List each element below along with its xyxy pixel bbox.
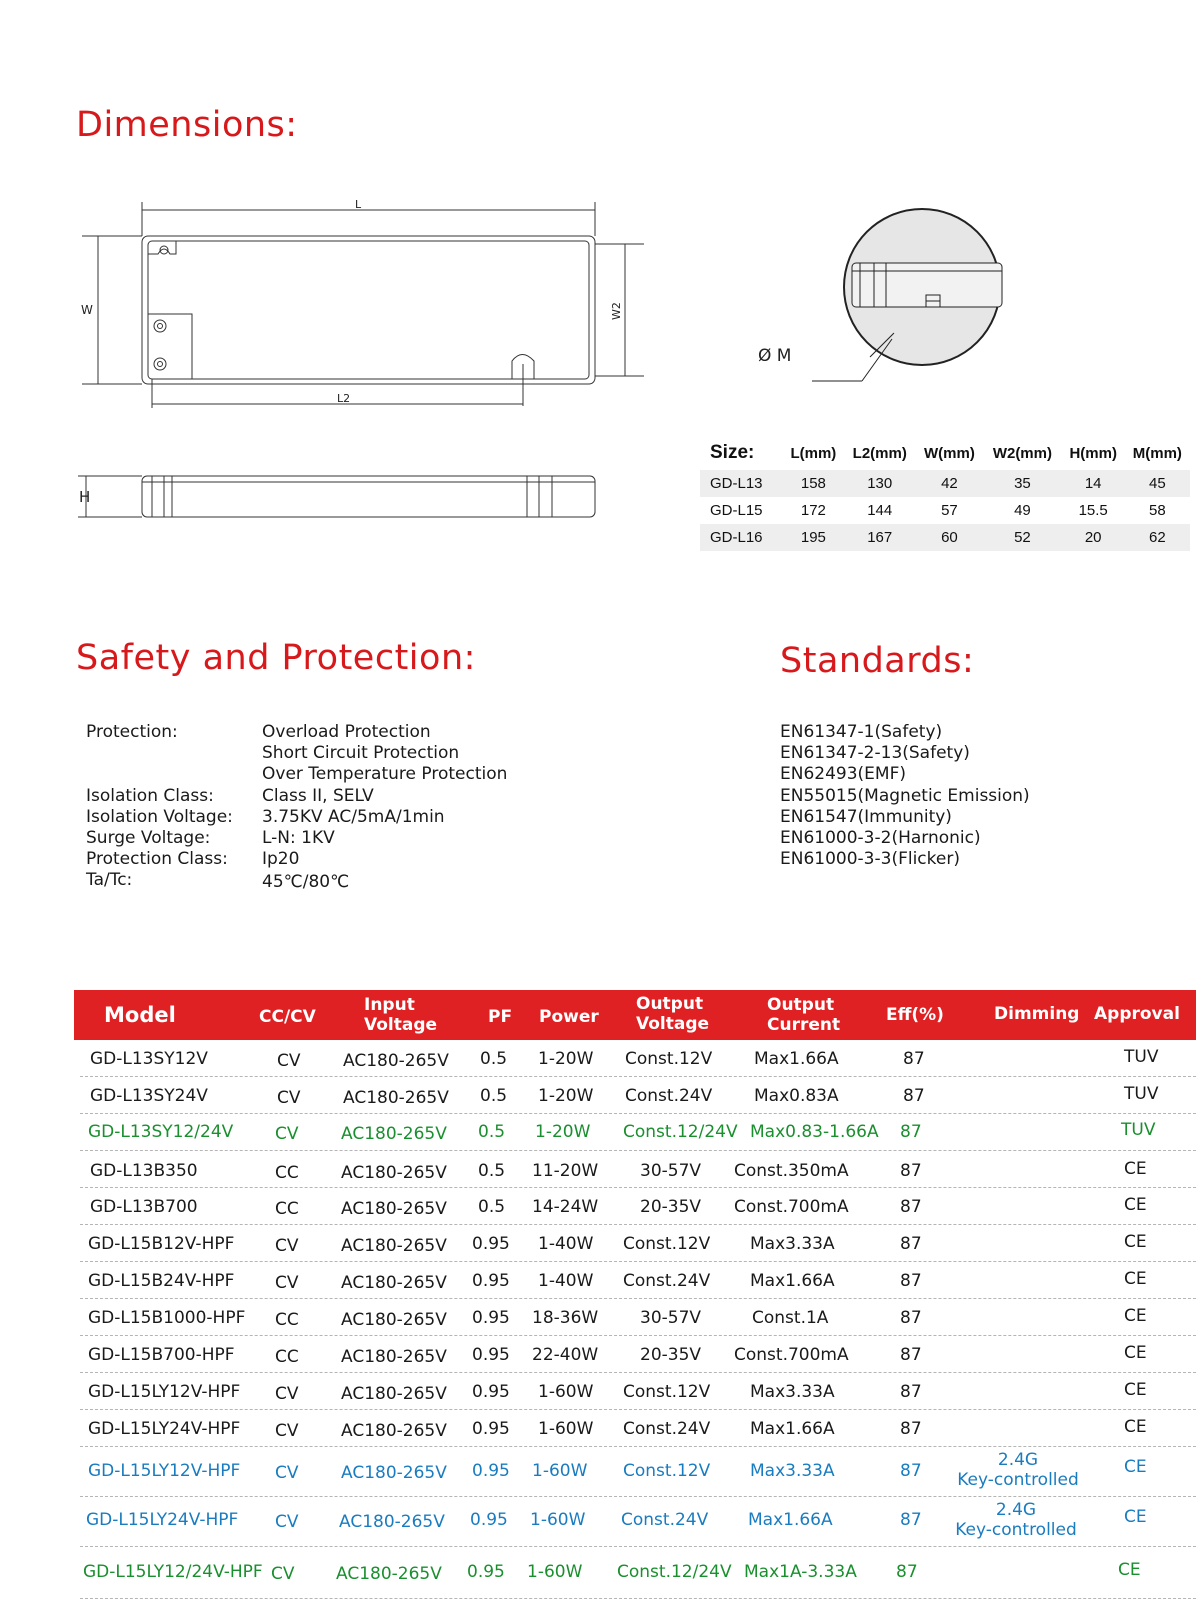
- cell-pf: 0.5: [480, 1086, 508, 1106]
- model-row: [80, 1410, 1196, 1447]
- top-view-drawing: [72, 196, 652, 426]
- cell-iout: Max3.33A: [750, 1461, 835, 1481]
- cell-pf: 0.95: [472, 1308, 510, 1328]
- cell-pf: 0.95: [472, 1234, 510, 1254]
- cell-model: GD-L13SY12V: [90, 1049, 208, 1069]
- protection-label: Protection:: [86, 722, 178, 742]
- cell-power: 1-60W: [538, 1419, 594, 1439]
- model-row: [80, 1040, 1196, 1077]
- cell-power: 1-40W: [538, 1234, 594, 1254]
- dim-label-w: W: [81, 303, 93, 317]
- cell-pf: 0.95: [472, 1419, 510, 1439]
- cell-vout: Const.24V: [623, 1419, 711, 1439]
- dimming-line: 2.4G: [997, 1450, 1039, 1470]
- header-text: Voltage: [636, 1014, 710, 1034]
- header-output-current: [767, 995, 840, 1035]
- cell-model: GD-L13B350: [90, 1161, 198, 1181]
- cell-approval: CE: [1124, 1306, 1147, 1326]
- size-cell: 158: [783, 470, 844, 497]
- cell-eff: 87: [900, 1419, 922, 1439]
- size-table-row: [700, 524, 1190, 551]
- surge-voltage-label: Surge Voltage:: [86, 828, 211, 848]
- cell-eff: 87: [903, 1049, 925, 1069]
- header-power: Power: [539, 1007, 599, 1027]
- standard-item: EN55015(Magnetic Emission): [780, 786, 1030, 806]
- cell-cccv: CV: [277, 1088, 301, 1108]
- size-cell: GD-L16: [700, 524, 783, 551]
- size-header-cell: Size:: [710, 442, 755, 463]
- cell-power: 1-60W: [532, 1461, 588, 1481]
- cell-eff: 87: [900, 1510, 922, 1530]
- cell-pf: 0.95: [467, 1562, 505, 1582]
- size-header-cell: M(mm): [1132, 444, 1182, 462]
- isolation-class-label: Isolation Class:: [86, 786, 214, 806]
- cell-input: AC180-265V: [343, 1088, 449, 1108]
- cell-cccv: CC: [275, 1347, 299, 1367]
- cell-iout: Const.700mA: [734, 1197, 849, 1217]
- cell-iout: Max1.66A: [750, 1271, 835, 1291]
- cell-approval: CE: [1124, 1380, 1147, 1400]
- cell-power: 14-24W: [532, 1197, 599, 1217]
- cell-iout: Max1.66A: [754, 1049, 839, 1069]
- cell-input: AC180-265V: [341, 1273, 447, 1293]
- standards-title: Standards:: [780, 641, 975, 681]
- cell-approval: CE: [1124, 1343, 1147, 1363]
- cell-approval: CE: [1124, 1195, 1147, 1215]
- cell-cccv: CV: [277, 1051, 301, 1071]
- cell-iout: Max0.83A: [754, 1086, 839, 1106]
- dimming-line: Key-controlled: [957, 1470, 1079, 1490]
- protection-class-value: Ip20: [262, 849, 300, 869]
- cell-approval: CE: [1124, 1232, 1147, 1252]
- protection-class-label: Protection Class:: [86, 849, 228, 869]
- cell-iout: Const.1A: [752, 1308, 829, 1328]
- cell-model: GD-L15LY12/24V-HPF: [83, 1562, 263, 1582]
- cell-approval: CE: [1124, 1507, 1147, 1527]
- model-row: [80, 1077, 1196, 1114]
- cell-pf: 0.5: [478, 1161, 506, 1181]
- cell-power: 1-20W: [535, 1122, 591, 1142]
- standard-item: EN61000-3-2(Harnonic): [780, 828, 981, 848]
- dim-label-m: Ø M: [758, 346, 792, 366]
- header-cc-cv: CC/CV: [259, 1007, 316, 1027]
- size-cell: 60: [916, 524, 983, 551]
- cell-power: 18-36W: [532, 1308, 599, 1328]
- dim-label-l2: L2: [337, 392, 351, 405]
- cell-power: 1-20W: [538, 1086, 594, 1106]
- model-row: [80, 1151, 1196, 1188]
- size-cell: 167: [844, 524, 916, 551]
- cell-dimming: [946, 1500, 1086, 1540]
- size-header-cell: L2(mm): [852, 444, 907, 462]
- model-row: [80, 1299, 1196, 1336]
- cell-iout: Max1.66A: [748, 1510, 833, 1530]
- cell-approval: CE: [1124, 1417, 1147, 1437]
- cell-input: AC180-265V: [341, 1384, 447, 1404]
- cell-cccv: CC: [275, 1310, 299, 1330]
- header-dimming: Dimming: [994, 1004, 1080, 1024]
- cell-cccv: CV: [275, 1463, 299, 1483]
- header-text: Output: [767, 995, 835, 1015]
- cell-iout: Const.350mA: [734, 1161, 849, 1181]
- size-cell: GD-L15: [710, 502, 763, 519]
- cell-iout: Max3.33A: [750, 1234, 835, 1254]
- cell-power: 11-20W: [532, 1161, 599, 1181]
- safety-title: Safety and Protection:: [76, 638, 476, 678]
- cell-pf: 0.95: [472, 1345, 510, 1365]
- cell-eff: 87: [896, 1562, 918, 1582]
- detail-circle-drawing: [758, 205, 1050, 395]
- cell-cccv: CV: [271, 1564, 295, 1584]
- header-eff: Eff(%): [886, 1005, 944, 1025]
- cell-pf: 0.95: [472, 1461, 510, 1481]
- cell-approval: CE: [1118, 1560, 1141, 1580]
- cell-eff: 87: [900, 1271, 922, 1291]
- header-approval: Approval: [1094, 1004, 1180, 1024]
- cell-pf: 0.95: [472, 1271, 510, 1291]
- size-cell: 45: [1125, 470, 1190, 497]
- size-cell: 15.5: [1078, 502, 1108, 519]
- size-cell: GD-L13: [700, 470, 783, 497]
- model-row: [80, 1114, 1196, 1151]
- size-cell: 57: [941, 502, 958, 519]
- cell-vout: Const.24V: [625, 1086, 713, 1106]
- cell-eff: 87: [900, 1197, 922, 1217]
- standard-item: EN61000-3-3(Flicker): [780, 849, 960, 869]
- cell-model: GD-L13SY24V: [90, 1086, 208, 1106]
- cell-pf: 0.5: [478, 1122, 506, 1142]
- cell-model: GD-L13SY12/24V: [88, 1122, 234, 1142]
- cell-input: AC180-265V: [341, 1199, 447, 1219]
- cell-input: AC180-265V: [341, 1347, 447, 1367]
- cell-vout: 20-35V: [640, 1345, 702, 1365]
- cell-model: GD-L13B700: [90, 1197, 198, 1217]
- cell-approval: TUV: [1124, 1047, 1159, 1067]
- surge-voltage-value: L-N: 1KV: [262, 828, 335, 848]
- dimming-line: 2.4G: [995, 1500, 1037, 1520]
- cell-approval: TUV: [1121, 1120, 1156, 1140]
- isolation-class-value: Class II, SELV: [262, 786, 374, 806]
- cell-dimming: [948, 1450, 1088, 1490]
- side-view-drawing: [72, 462, 612, 532]
- cell-cccv: CV: [275, 1512, 299, 1532]
- cell-vout: Const.12/24V: [623, 1122, 738, 1142]
- cell-cccv: CV: [275, 1124, 299, 1144]
- size-table: [700, 442, 1190, 551]
- header-model: Model: [104, 1003, 176, 1027]
- cell-power: 1-60W: [527, 1562, 583, 1582]
- model-row: [80, 1547, 1196, 1599]
- size-cell: 172: [800, 502, 826, 519]
- cell-input: AC180-265V: [341, 1310, 447, 1330]
- cell-cccv: CV: [275, 1273, 299, 1293]
- size-table-row: [700, 470, 1190, 497]
- cell-vout: 20-35V: [640, 1197, 702, 1217]
- cell-vout: Const.24V: [621, 1510, 709, 1530]
- cell-input: AC180-265V: [341, 1124, 447, 1144]
- size-cell: 144: [867, 502, 893, 519]
- size-cell: 35: [983, 470, 1062, 497]
- cell-eff: 87: [900, 1122, 922, 1142]
- cell-eff: 87: [900, 1161, 922, 1181]
- cell-pf: 0.5: [478, 1197, 506, 1217]
- dim-label-l: L: [355, 198, 362, 211]
- header-pf: PF: [488, 1007, 513, 1027]
- cell-vout: Const.12/24V: [617, 1562, 732, 1582]
- cell-power: 1-60W: [538, 1382, 594, 1402]
- model-row: [80, 1497, 1196, 1547]
- cell-input: AC180-265V: [339, 1512, 445, 1532]
- model-row: [80, 1262, 1196, 1299]
- ta-tc-label: Ta/Tc:: [86, 870, 133, 890]
- dimensions-title: Dimensions:: [76, 105, 298, 145]
- cell-model: GD-L15B1000-HPF: [88, 1308, 246, 1328]
- dim-label-h: H: [79, 488, 91, 506]
- cell-pf: 0.95: [470, 1510, 508, 1530]
- cell-pf: 0.95: [472, 1382, 510, 1402]
- size-cell: 49: [1014, 502, 1031, 519]
- cell-approval: CE: [1124, 1457, 1147, 1477]
- cell-vout: Const.12V: [625, 1049, 713, 1069]
- dim-label-w2: W2: [610, 302, 623, 320]
- header-text: Voltage: [364, 1015, 438, 1035]
- standard-item: EN61347-2-13(Safety): [780, 743, 970, 763]
- cell-vout: 30-57V: [640, 1161, 702, 1181]
- size-cell: 20: [1062, 524, 1125, 551]
- cell-vout: Const.12V: [623, 1461, 711, 1481]
- cell-input: AC180-265V: [343, 1051, 449, 1071]
- header-output-voltage: [636, 994, 709, 1034]
- cell-eff: 87: [900, 1461, 922, 1481]
- cell-model: GD-L15B12V-HPF: [88, 1234, 235, 1254]
- size-cell: 14: [1062, 470, 1125, 497]
- standard-item: EN62493(EMF): [780, 764, 906, 784]
- cell-model: GD-L15LY12V-HPF: [88, 1382, 241, 1402]
- isolation-voltage-label: Isolation Voltage:: [86, 807, 233, 827]
- cell-approval: TUV: [1124, 1084, 1159, 1104]
- cell-input: AC180-265V: [341, 1163, 447, 1183]
- cell-vout: Const.12V: [623, 1234, 711, 1254]
- size-header-cell: H(mm): [1069, 444, 1117, 462]
- cell-pf: 0.5: [480, 1049, 508, 1069]
- ta-tc-value: 45℃/80℃: [262, 872, 350, 892]
- cell-vout: Const.12V: [623, 1382, 711, 1402]
- header-text: Input: [364, 995, 415, 1015]
- cell-input: AC180-265V: [341, 1236, 447, 1256]
- standard-item: EN61347-1(Safety): [780, 722, 943, 742]
- cell-cccv: CV: [275, 1384, 299, 1404]
- protection-value: Overload Protection: [262, 722, 431, 742]
- standard-item: EN61547(Immunity): [780, 807, 952, 827]
- cell-eff: 87: [900, 1308, 922, 1328]
- cell-eff: 87: [900, 1382, 922, 1402]
- cell-iout: Max0.83-1.66A: [750, 1122, 879, 1142]
- cell-cccv: CC: [275, 1163, 299, 1183]
- cell-power: 22-40W: [532, 1345, 599, 1365]
- cell-cccv: CC: [275, 1199, 299, 1219]
- cell-model: GD-L15LY24V-HPF: [86, 1510, 239, 1530]
- size-header-cell: W2(mm): [992, 444, 1052, 462]
- size-table-row: [700, 497, 1190, 524]
- cell-eff: 87: [900, 1234, 922, 1254]
- header-text: Current: [767, 1015, 841, 1035]
- cell-eff: 87: [903, 1086, 925, 1106]
- cell-approval: CE: [1124, 1269, 1147, 1289]
- cell-input: AC180-265V: [341, 1463, 447, 1483]
- size-cell: 62: [1125, 524, 1190, 551]
- header-text: Output: [636, 994, 704, 1014]
- size-cell: 130: [844, 470, 916, 497]
- cell-iout: Max1A-3.33A: [744, 1562, 857, 1582]
- cell-power: 1-20W: [538, 1049, 594, 1069]
- cell-input: AC180-265V: [341, 1421, 447, 1441]
- model-table-header: [74, 990, 1196, 1040]
- cell-input: AC180-265V: [336, 1564, 442, 1584]
- cell-iout: Max1.66A: [750, 1419, 835, 1439]
- model-row: [80, 1447, 1196, 1497]
- cell-iout: Const.700mA: [734, 1345, 849, 1365]
- header-input-voltage: [364, 995, 437, 1035]
- size-cell: 58: [1149, 502, 1166, 519]
- cell-model: GD-L15LY12V-HPF: [88, 1461, 241, 1481]
- model-row: [80, 1373, 1196, 1410]
- cell-approval: CE: [1124, 1159, 1147, 1179]
- cell-model: GD-L15B24V-HPF: [88, 1271, 235, 1291]
- cell-power: 1-60W: [530, 1510, 586, 1530]
- isolation-voltage-value: 3.75KV AC/5mA/1min: [262, 807, 445, 827]
- model-row: [80, 1188, 1196, 1225]
- cell-iout: Max3.33A: [750, 1382, 835, 1402]
- size-cell: 42: [916, 470, 983, 497]
- cell-vout: Const.24V: [623, 1271, 711, 1291]
- protection-value: Short Circuit Protection: [262, 743, 460, 763]
- size-table-header: [700, 442, 1190, 470]
- cell-eff: 87: [900, 1345, 922, 1365]
- size-header-cell: L(mm): [790, 444, 837, 462]
- model-row: [80, 1225, 1196, 1262]
- size-cell: 195: [783, 524, 844, 551]
- cell-model: GD-L15B700-HPF: [88, 1345, 235, 1365]
- cell-vout: 30-57V: [640, 1308, 702, 1328]
- cell-cccv: CV: [275, 1236, 299, 1256]
- size-header-cell: W(mm): [924, 444, 975, 462]
- cell-power: 1-40W: [538, 1271, 594, 1291]
- model-row: [80, 1336, 1196, 1373]
- size-cell: 52: [983, 524, 1062, 551]
- protection-value: Over Temperature Protection: [262, 764, 508, 784]
- cell-model: GD-L15LY24V-HPF: [88, 1419, 241, 1439]
- dimming-line: Key-controlled: [955, 1520, 1077, 1540]
- cell-cccv: CV: [275, 1421, 299, 1441]
